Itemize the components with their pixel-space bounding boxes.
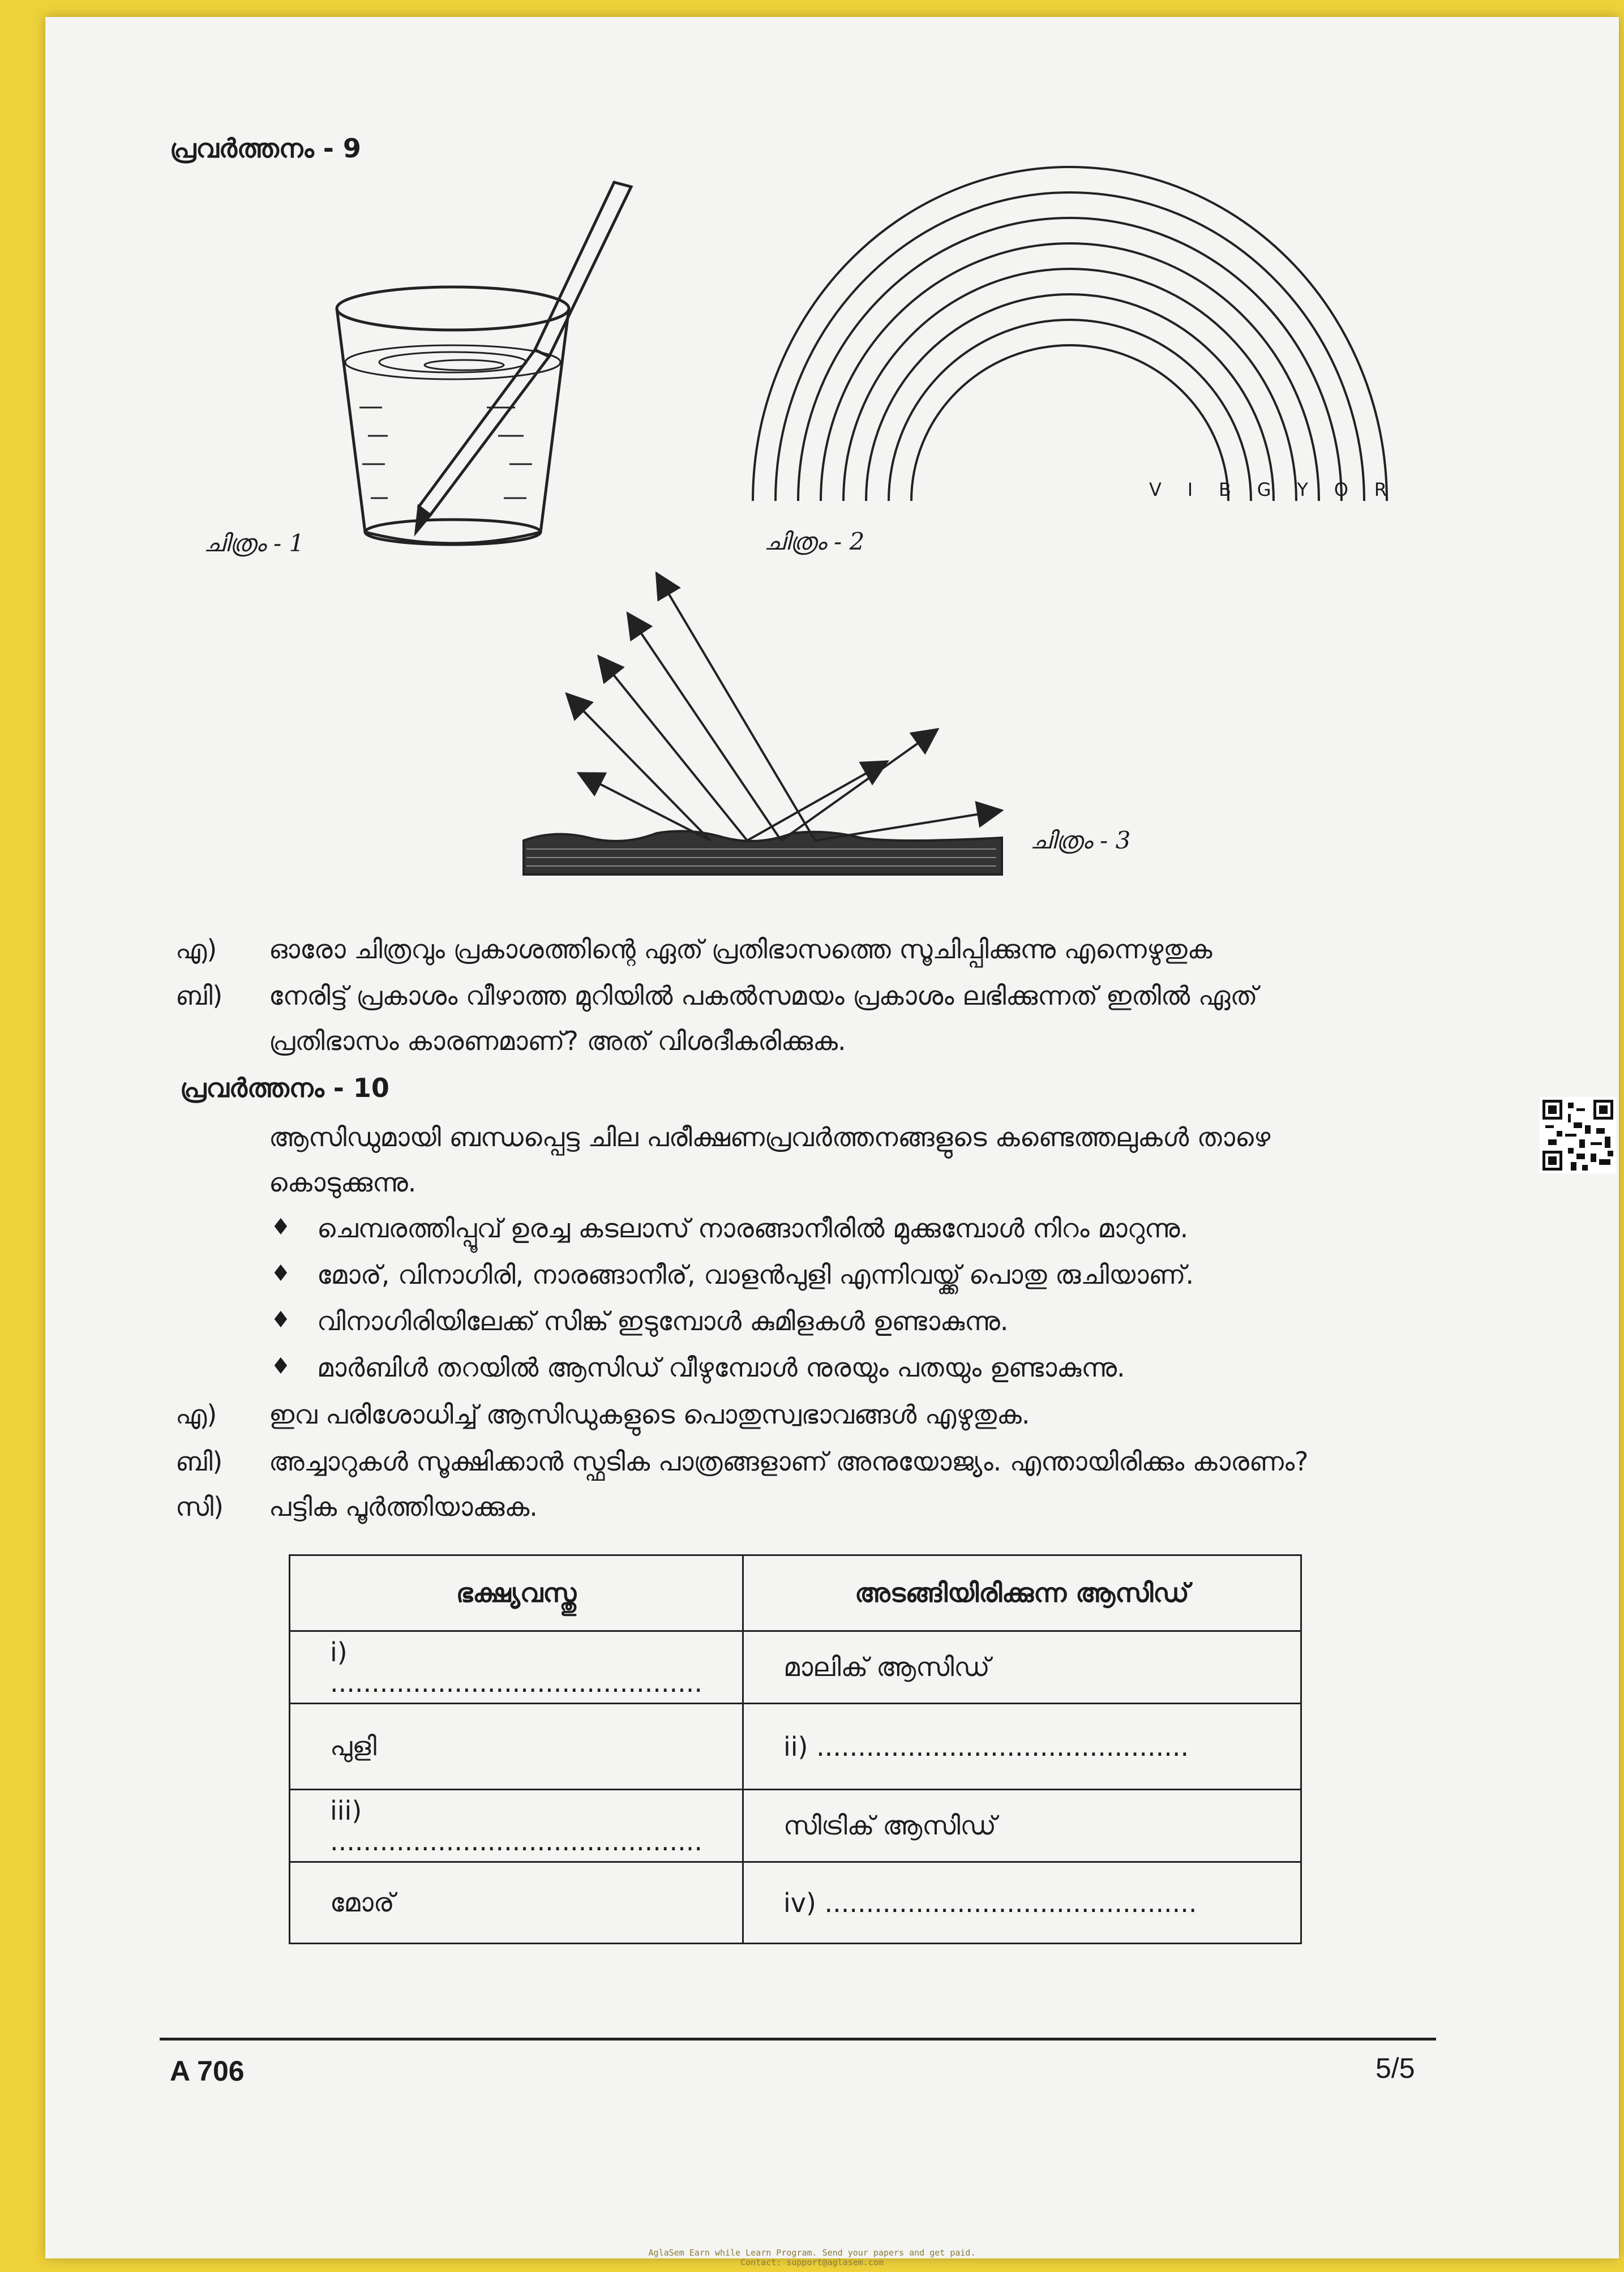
figure-1-label: ചിത്രം - 1 [204,529,305,557]
finding-item: മാർബിൾ തറയിൽ ആസിഡ് വീഴുമ്പോൾ നുരയും പതയും ഉണ്ടാകുന്നു. [317,1352,1125,1383]
question-text: നേരിട്ട് പ്രകാശം വീഴാത്ത മുറിയിൽ പകൽസമയം പ്രകാശം ലഭിക്കുന്നത് ഇതിൽ ഏത് [269,980,1258,1011]
bullet-icon: ♦ [271,1214,291,1240]
activity-10-intro: ആസിഡുമായി ബന്ധപ്പെട്ട ചില പരീക്ഷണപ്രവർത്തനങ്ങളുടെ കണ്ടെത്തലുകൾ താഴെ [269,1122,1271,1152]
question-text: ഇവ പരിശോധിച്ച് ആസിഡുകളുടെ പൊതുസ്വഭാവങ്ങൾ എഴുതുക. [269,1399,1030,1430]
activity-9-heading: പ്രവർത്തനം - 9 [170,133,361,164]
table-header-cell: ഭക്ഷ്യവസ്തു [290,1555,743,1631]
acid-table [289,1554,1302,1944]
rainbow-letter: Y [1297,479,1308,500]
question-label: ബി) [175,1446,223,1477]
rainbow-letter: V [1149,479,1162,500]
table-row [290,1704,1301,1790]
figure-3-diffuse-reflection [521,572,1008,877]
question-text-continued: പ്രതിഭാസം കാരണമാണ്? അത് വിശദീകരിക്കുക. [269,1026,846,1056]
bullet-icon: ♦ [271,1353,291,1379]
rainbow-letter: I [1187,479,1193,500]
table-cell: സിട്രിക് ആസിഡ് [743,1790,1301,1862]
table-cell: ii) ............................................. [743,1704,1301,1790]
bottom-note-line: AglaSem Earn while Learn Program. Send your papers and get paid. [648,2248,976,2258]
table-cell: മോര് [290,1862,743,1944]
finding-item: ചെമ്പരത്തിപ്പൂവ് ഉരച്ച കടലാസ് നാരങ്ങാനീരിൽ മുക്കുമ്പോൾ നിറം മാറുന്നു. [317,1213,1189,1244]
activity-10-intro-continued: കൊടുക്കുന്നു. [269,1167,417,1198]
rainbow-letter: G [1257,479,1271,500]
table-header-cell: അടങ്ങിയിരിക്കുന്ന ആസിഡ് [743,1555,1301,1631]
question-label: ബി) [175,980,223,1011]
finding-item: വിനാഗിരിയിലേക്ക് സിങ്ക് ഇടുമ്പോൾ കുമിളകൾ ഉണ്ടാകുന്നു. [317,1306,1009,1336]
question-label: സി) [175,1491,224,1522]
paper-code: A 706 [170,2055,245,2087]
table-header-row [290,1555,1301,1631]
finding-item: മോര്, വിനാഗിരി, നാരങ്ങാനീര്, വാളൻപുളി എന്നിവയ്ക്ക് പൊതു രുചിയാണ്. [317,1259,1194,1290]
qr-code [1540,1097,1616,1173]
table-cell: iv) ............................................. [743,1862,1301,1944]
table-row [290,1790,1301,1862]
table-row [290,1862,1301,1944]
table-cell: മാലിക് ആസിഡ് [743,1631,1301,1704]
figure-2-label: ചിത്രം - 2 [764,528,865,555]
table-cell: പുളി [290,1704,743,1790]
bottom-watermark-note [0,2248,1624,2267]
bullet-icon: ♦ [271,1261,291,1287]
bottom-note-line: Contact: support@aglasem.com [740,2257,884,2267]
table-row [290,1631,1301,1704]
rainbow-letter: O [1334,479,1348,500]
figure-1-refraction-glass [317,170,634,560]
rainbow-color-letters [1149,479,1387,501]
activity-10-heading: പ്രവർത്തനം - 10 [180,1073,389,1103]
figure-3-label: ചിത്രം - 3 [1030,826,1131,854]
question-label: എ) [175,934,217,964]
bullet-icon: ♦ [271,1307,291,1333]
rainbow-letter: B [1218,479,1231,500]
figure-2-rainbow-dispersion [742,158,1404,509]
page-number: 5/5 [1376,2052,1415,2084]
table-cell: i) ............................................. [290,1631,743,1704]
question-text: ഓരോ ചിത്രവും പ്രകാശത്തിന്റെ ഏത് പ്രതിഭാസത്തെ സൂചിപ്പിക്കുന്നു എന്നെഴുതുക [269,934,1212,964]
table-cell: iii) ............................................. [290,1790,743,1862]
footer-divider [160,2038,1436,2040]
question-text: അച്ചാറുകൾ സൂക്ഷിക്കാൻ സ്ഫടിക പാത്രങ്ങളാണ് അനുയോജ്യം. എന്തായിരിക്കും കാരണം? [269,1446,1309,1477]
question-label: എ) [175,1399,217,1430]
question-text: പട്ടിക പൂർത്തിയാക്കുക. [269,1491,538,1522]
rainbow-letter: R [1374,479,1387,500]
